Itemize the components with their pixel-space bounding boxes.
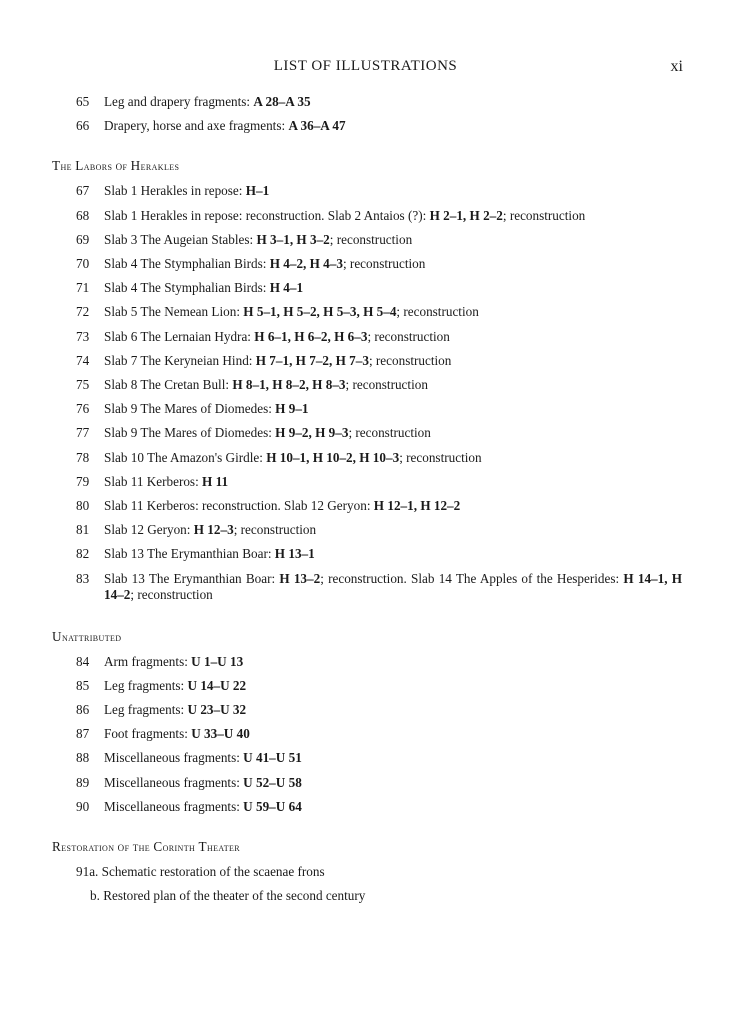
figure-number: 86 [76, 702, 90, 718]
figure-number: 81 [76, 522, 90, 538]
figure-number: 72 [76, 304, 90, 320]
figure-number: 85 [76, 677, 90, 693]
list-item-70 [52, 252, 682, 276]
list-item-74 [52, 349, 682, 373]
section-heading-restoration [52, 835, 682, 860]
section-heading-text: Restoration of the Corinth Theater [52, 839, 241, 855]
catalogue-reference: H 3–1, H 3–2 [256, 231, 330, 247]
catalogue-reference: H–1 [245, 183, 270, 199]
figure-number: 88 [76, 750, 90, 766]
figure-caption: Slab 8 The Cretan Bull: H 8–1, H 8–2, H 8–3; reconstruction [104, 377, 428, 393]
list-item-86 [52, 698, 682, 722]
figure-caption: Slab 6 The Lernaian Hydra: H 6–1, H 6–2, H 6–3; reconstruction [104, 328, 450, 344]
list-item-77 [52, 421, 682, 445]
figure-caption: Slab 12 Geryon: H 12–3; reconstruction [104, 522, 317, 538]
catalogue-reference: U 1–U 13 [191, 653, 244, 669]
catalogue-reference: U 59–U 64 [243, 798, 302, 814]
figure-number: 77 [76, 425, 90, 441]
figure-caption: Miscellaneous fragments: U 41–U 51 [104, 750, 302, 766]
figure-number: 68 [76, 207, 90, 223]
figure-caption: Slab 4 The Stymphalian Birds: H 4–2, H 4–3; reconstruction [104, 256, 426, 272]
list-item-88 [52, 746, 682, 770]
figure-number: 73 [76, 328, 90, 344]
catalogue-reference: H 6–1, H 6–2, H 6–3 [254, 328, 368, 344]
list-item-91b: b. Restored plan of the theater of the second century [90, 888, 366, 904]
catalogue-reference: A 28–A 35 [253, 94, 311, 109]
list-item-66 [52, 114, 682, 138]
list-item-82 [52, 542, 682, 566]
figure-caption: Leg and drapery fragments: A 28–A 35 [104, 94, 311, 109]
figure-number: 82 [76, 546, 90, 562]
figure-caption: Slab 1 Herakles in repose: reconstruction. Slab 2 Antaios (?): H 2–1, H 2–2; reconstruction [104, 207, 586, 223]
list-item-81 [52, 518, 682, 542]
catalogue-reference: H 4–1 [269, 280, 304, 296]
catalogue-reference: H 13–2 [279, 570, 321, 586]
figure-number: 74 [76, 352, 90, 368]
catalogue-reference: H 14–1, H 14–2 [104, 570, 682, 602]
page-number: xi [670, 58, 683, 75]
figure-caption: Miscellaneous fragments: U 59–U 64 [104, 798, 302, 814]
list-item-79 [52, 470, 682, 494]
figure-caption: Leg fragments: U 23–U 32 [104, 702, 247, 718]
figure-number: 90 [76, 798, 90, 814]
list-item-83 [52, 567, 682, 609]
figure-number: 75 [76, 377, 90, 393]
catalogue-reference: H 9–2, H 9–3 [275, 425, 349, 441]
figure-caption: Miscellaneous fragments: U 52–U 58 [104, 774, 302, 790]
figure-number: 78 [76, 449, 90, 465]
catalogue-reference: U 23–U 32 [187, 702, 247, 718]
catalogue-reference: H 7–1, H 7–2, H 7–3 [255, 352, 369, 368]
catalogue-reference: U 14–U 22 [187, 677, 247, 693]
running-header-title: LIST OF ILLUSTRATIONS [273, 58, 458, 74]
figure-number: 80 [76, 498, 90, 514]
figure-caption: Slab 3 The Augeian Stables: H 3–1, H 3–2; reconstruction [104, 231, 413, 247]
list-item-65 [52, 90, 682, 114]
figure-caption: Slab 10 The Amazon's Girdle: H 10–1, H 10–2, H 10–3; reconstruction [104, 449, 482, 465]
catalogue-reference: H 8–1, H 8–2, H 8–3 [232, 377, 346, 393]
list-item-73 [52, 325, 682, 349]
figure-number: 89 [76, 774, 90, 790]
list-item-68 [52, 204, 682, 228]
list-item-72 [52, 300, 682, 324]
catalogue-reference: H 10–1, H 10–2, H 10–3 [266, 449, 400, 465]
list-item-69 [52, 228, 682, 252]
catalogue-reference: H 9–1 [275, 401, 309, 417]
list-item-76 [52, 397, 682, 421]
intro-entries [52, 90, 682, 138]
catalogue-reference: H 2–1, H 2–2 [429, 207, 503, 223]
list-item-75 [52, 373, 682, 397]
figure-caption: Slab 5 The Nemean Lion: H 5–1, H 5–2, H 5–3, H 5–4; reconstruction [104, 304, 479, 320]
catalogue-reference: H 5–1, H 5–2, H 5–3, H 5–4 [243, 304, 397, 320]
list-item-91a: 91a. Schematic restoration of the scaenae frons [76, 864, 325, 880]
figure-caption: Slab 9 The Mares of Diomedes: H 9–1 [104, 401, 309, 417]
figure-number: 83 [76, 570, 90, 586]
figure-caption: Slab 13 The Erymanthian Boar: H 13–2; reconstruction. Slab 14 The Apples of the Hesperides: H 14–1, H 14–2; reconstruction [104, 570, 682, 602]
illustration-list [52, 90, 682, 908]
figure-number: 67 [76, 183, 90, 199]
list-item-71 [52, 276, 682, 300]
figure-number: 71 [76, 280, 90, 296]
list-item-87 [52, 722, 682, 746]
figure-caption: Slab 9 The Mares of Diomedes: H 9–2, H 9–3; reconstruction [104, 425, 431, 441]
catalogue-reference: U 52–U 58 [243, 774, 302, 790]
figure-number: 76 [76, 401, 90, 417]
figure-caption: Slab 7 The Keryneian Hind: H 7–1, H 7–2, H 7–3; reconstruction [104, 352, 452, 368]
catalogue-reference: H 4–2, H 4–3 [269, 256, 343, 272]
list-item-84 [52, 650, 682, 674]
figure-number: 66 [76, 118, 90, 134]
list-item-85 [52, 674, 682, 698]
figure-caption: Slab 11 Kerberos: reconstruction. Slab 12 Geryon: H 12–1, H 12–2 [104, 498, 461, 514]
figure-number: 65 [76, 94, 90, 109]
list-item-67 [52, 179, 682, 203]
figure-number: 87 [76, 726, 90, 742]
list-item-90 [52, 795, 682, 819]
sections [52, 154, 682, 819]
figure-caption: Slab 1 Herakles in repose: H–1 [104, 183, 270, 199]
figure-caption: Slab 4 The Stymphalian Birds: H 4–1 [104, 280, 304, 296]
figure-number: 70 [76, 256, 90, 272]
figure-caption: Arm fragments: U 1–U 13 [104, 653, 244, 669]
figure-caption: Drapery, horse and axe fragments: A 36–A 47 [104, 118, 346, 134]
catalogue-reference: A 36–A 47 [288, 118, 346, 134]
catalogue-reference: H 11 [202, 473, 229, 489]
list-item-78 [52, 446, 682, 470]
figure-caption: Slab 11 Kerberos: H 11 [104, 473, 229, 489]
section-heading: Unattributed [52, 628, 122, 644]
figure-number: 84 [76, 653, 90, 669]
catalogue-reference: U 41–U 51 [243, 750, 302, 766]
catalogue-reference: H 12–3 [193, 522, 234, 538]
figure-caption: Foot fragments: U 33–U 40 [104, 726, 250, 742]
figure-caption: Slab 13 The Erymanthian Boar: H 13–1 [104, 546, 315, 562]
section-heading: The Labors of Herakles [52, 158, 180, 174]
figure-number: 69 [76, 231, 90, 247]
catalogue-reference: H 12–1, H 12–2 [373, 498, 461, 514]
figure-number: 79 [76, 473, 90, 489]
list-item-80 [52, 494, 682, 518]
list-item-89 [52, 771, 682, 795]
catalogue-reference: U 33–U 40 [191, 726, 250, 742]
catalogue-reference: H 13–1 [274, 546, 315, 562]
figure-caption: Leg fragments: U 14–U 22 [104, 677, 247, 693]
